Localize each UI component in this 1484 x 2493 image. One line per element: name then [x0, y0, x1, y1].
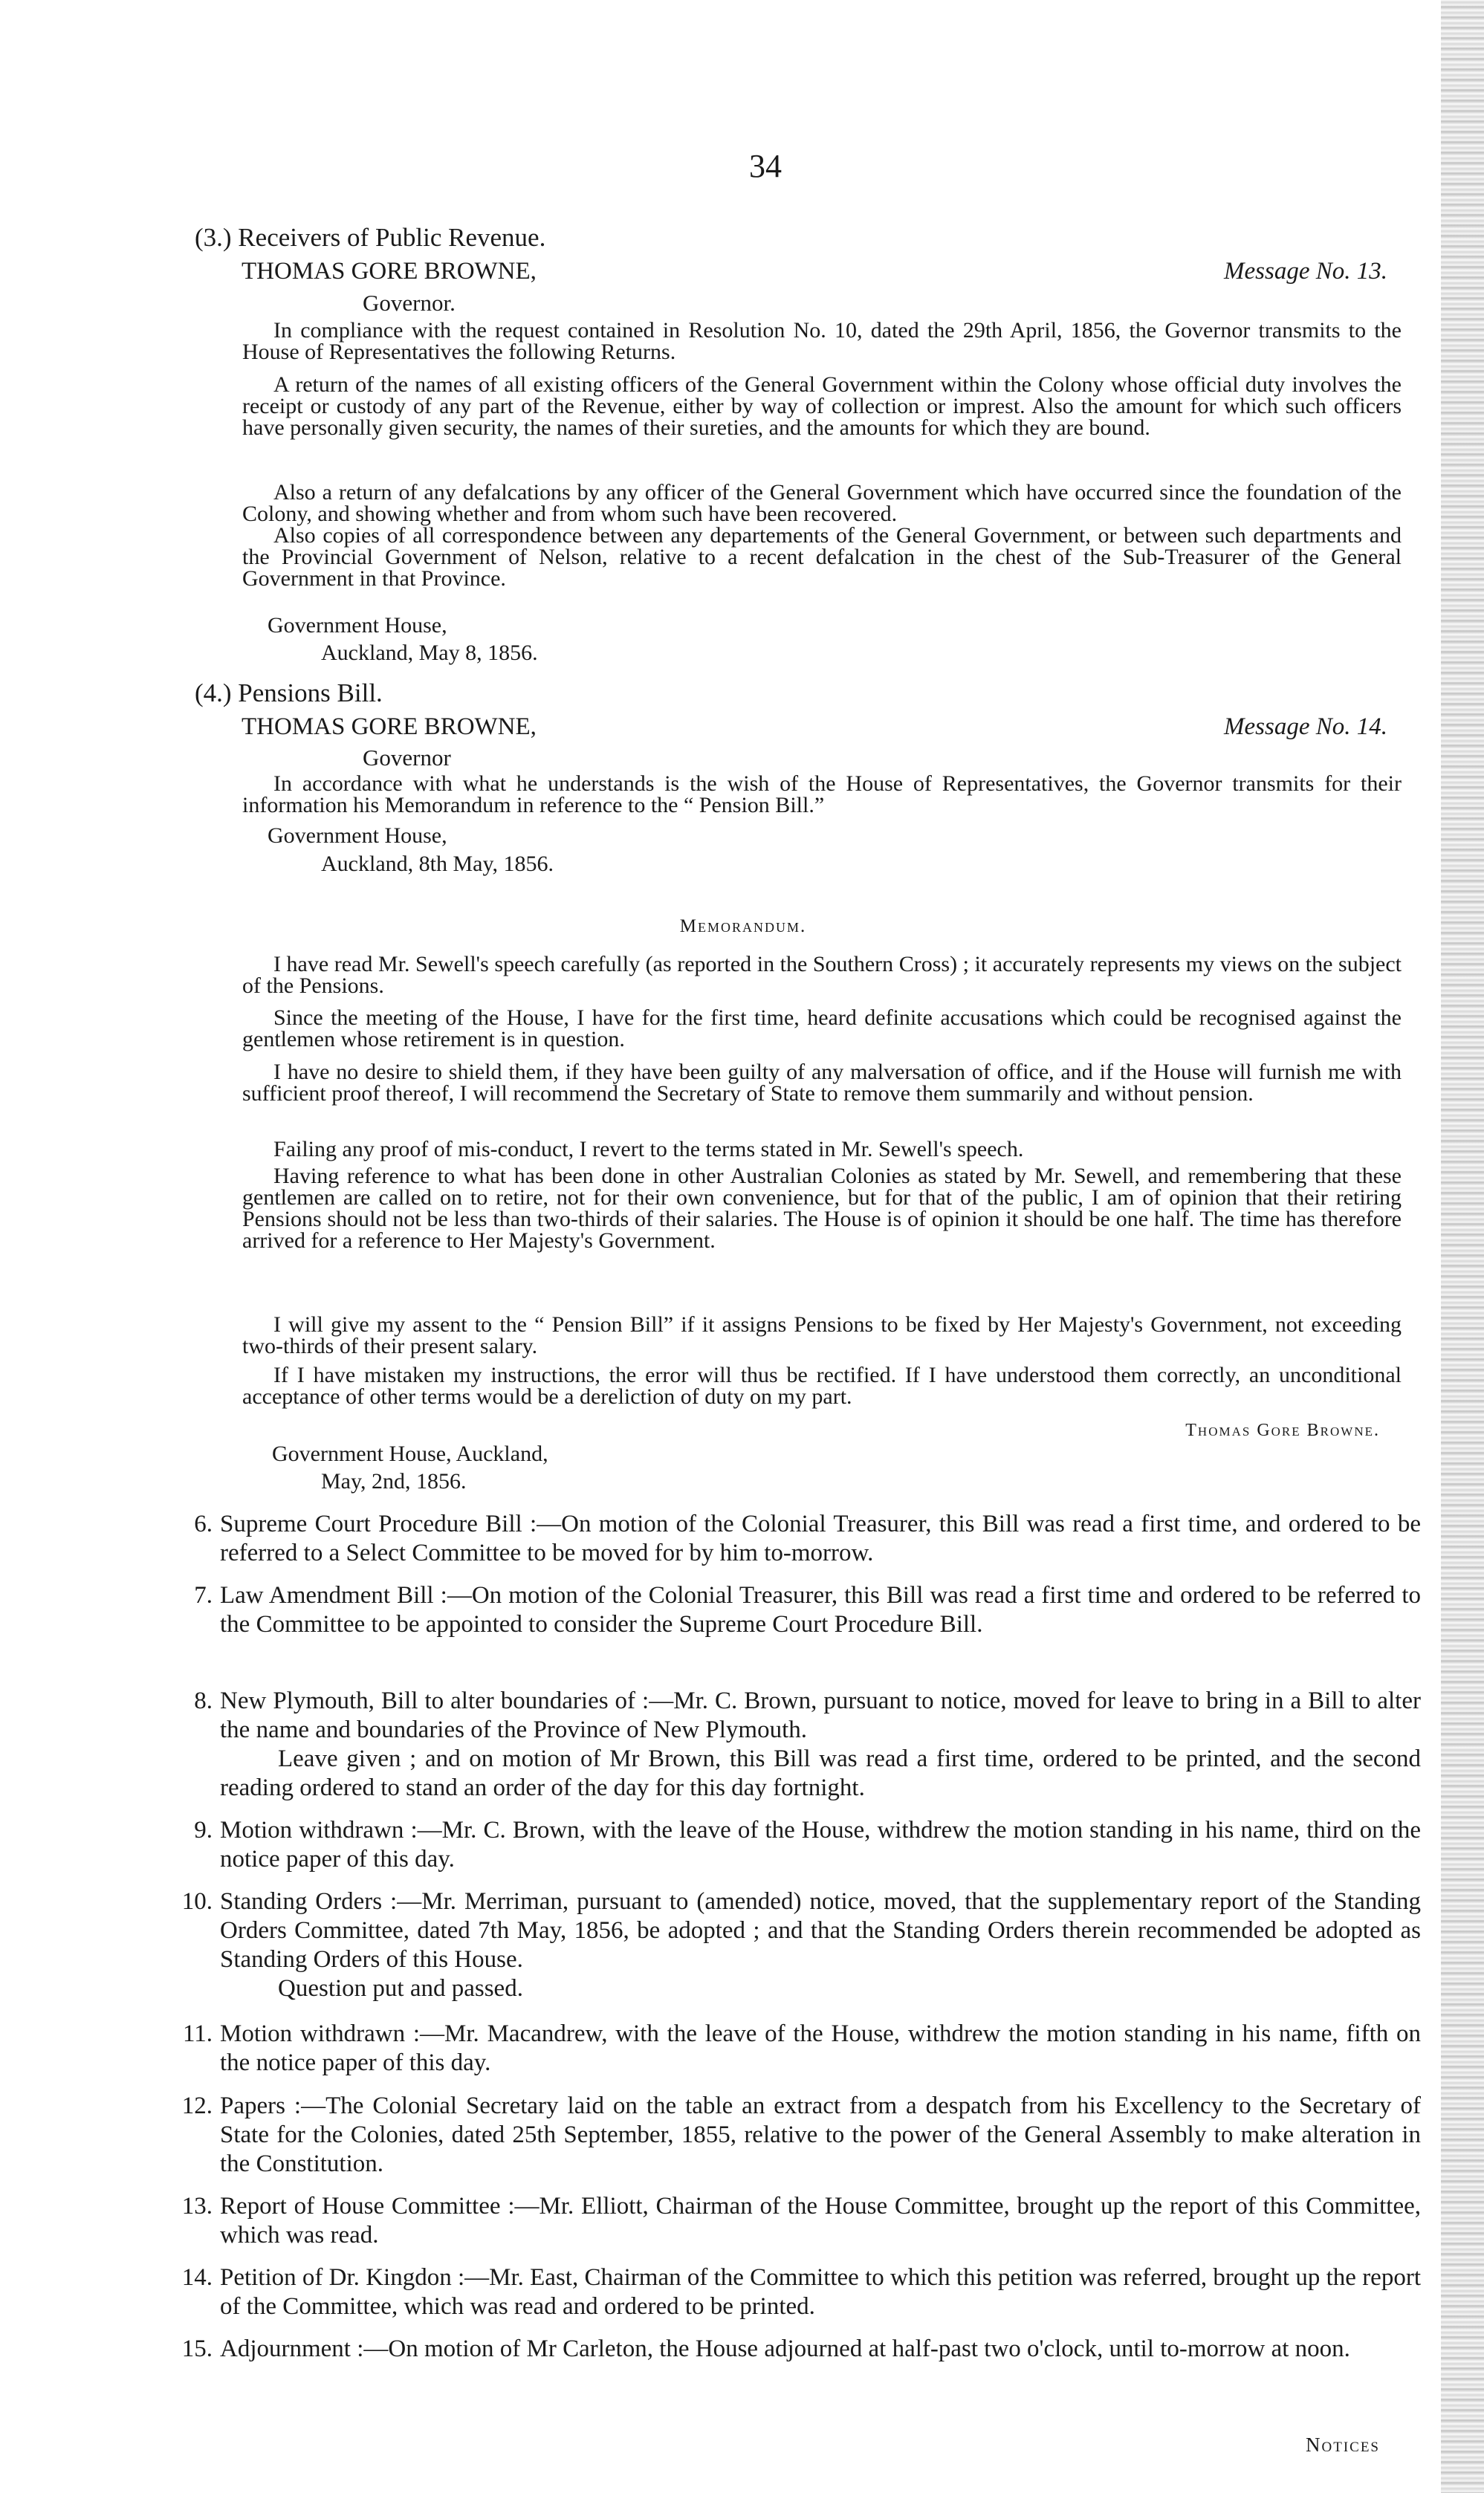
memorandum-paragraph-5: Having reference to what has been done in other Australian Colonies as stated by Mr. Sewell, and remembering that these gentlemen are called on to retire, not for their own convenience, but for that of the public, I am of opinion that their retiring Pensions should not be less than two-thirds of their salaries. The House is of opinion it should be one half. The time has therefore arrived for a reference to Her Majesty's Government. [242, 1164, 1402, 1253]
memorandum-paragraph-1: I have read Mr. Sewell's speech carefully (as reported in the Southern Cross) ; it accurately represents my views on the subject of the Pensions. [242, 952, 1402, 998]
memorandum-place: Government House, Auckland, [272, 1442, 548, 1466]
item-text [220, 1510, 1421, 1568]
memorandum-signature: Thomas Gore Browne. [1185, 1421, 1380, 1440]
item-number: 8. [194, 1688, 213, 1714]
section-3-paragraph-1: In compliance with the request contained in Resolution No. 10, dated the 29th April, 1856, the Governor transmits to the House of Representatives the following Returns. [242, 318, 1402, 364]
proceeding-item [172, 1816, 1421, 1874]
section-4-role: Governor [363, 745, 451, 771]
item-body: —Mr. Merriman, pursuant to (amended) notice, moved, that the supplementary report of the Standing Orders Committee, dated 7th May, 1856, be adopted ; and that the Standing Orders therein recommended be adopted as Standing Orders of this House. [220, 1888, 1422, 1973]
item-heading: Papers : [220, 2092, 302, 2119]
memorandum-paragraph-2: Since the meeting of the House, I have for the first time, heard definite accusations which could be recognised against the gentlemen whose retirement is in question. [242, 1005, 1402, 1051]
proceeding-item [172, 2020, 1421, 2078]
item-heading: Adjournment : [220, 2335, 364, 2362]
section-4-header [242, 713, 1387, 745]
item-heading: New Plymouth, Bill to alter boundaries of : [220, 1688, 649, 1714]
item-text [220, 2092, 1421, 2179]
item-number: 7. [194, 1582, 213, 1609]
item-heading: Law Amendment Bill : [220, 1582, 447, 1609]
section-3-paragraph-2: A return of the names of all existing officers of the General Government within the Colony whose official duty involves the receipt or custody of any part of the Revenue, either by way of collection or imprest. Also the amount for which such officers have personally given security, the names of their sureties, and the amounts for which they are bound. [242, 372, 1402, 440]
item-number: 12. [181, 2092, 213, 2119]
section-3-place: Government House, [268, 613, 447, 638]
item-number: 9. [194, 1817, 213, 1844]
memorandum-title: Memorandum. [679, 916, 807, 936]
item-heading: Motion withdrawn : [220, 1817, 418, 1844]
memorandum-date: May, 2nd, 1856. [321, 1469, 467, 1494]
section-3-message-number: Message No. 13. [1224, 258, 1387, 285]
item-body: —On motion of Mr Carleton, the House adjourned at half-past two o'clock, until to-morrow at noon. [363, 2335, 1350, 2362]
item-extra: Leave given ; and on motion of Mr Brown, this Bill was read a first time, ordered to be printed, and the second reading ordered to stand an order of the day for this day fortnight. [220, 1745, 1421, 1801]
section-4-paragraph: In accordance with what he understands is the wish of the House of Representatives, the Governor transmits for their information his Memorandum in reference to the “ Pension Bill.” [242, 771, 1402, 817]
proceeding-item [172, 2192, 1421, 2250]
item-extra: Question put and passed. [278, 1975, 523, 2002]
item-number: 11. [182, 2020, 213, 2047]
proceeding-item [172, 1510, 1421, 1568]
proceeding-item [172, 2263, 1421, 2321]
item-number: 6. [194, 1511, 213, 1537]
section-3-paragraph-3: Also a return of any defalcations by any officer of the General Government which have occurred since the foundation of the Colony, and showing whether and from whom such have been recovered. [242, 480, 1402, 526]
item-body: —The Colonial Secretary laid on the table an extract from a despatch from his Excellency to the Secretary of State for the Colonies, dated 25th September, 1855, relative to the power of the General Assembly to make alteration in the Constitution. [220, 2092, 1421, 2177]
item-number: 13. [181, 2193, 213, 2220]
item-body: —Mr. Macandrew, with the leave of the House, withdrew the motion standing in his name, fifth on the notice paper of this day. [220, 2020, 1422, 2076]
section-3-heading: (3.) Receivers of Public Revenue. [195, 223, 546, 252]
item-text [220, 1687, 1421, 1745]
item-heading: Motion withdrawn : [220, 2020, 421, 2047]
item-heading: Supreme Court Procedure Bill : [220, 1511, 537, 1537]
item-text [220, 1816, 1421, 1874]
item-heading: Report of House Committee : [220, 2193, 515, 2220]
section-4-governor-name: THOMAS GORE BROWNE, [242, 713, 537, 740]
item-number: 14. [181, 2264, 213, 2291]
section-3-role: Governor. [363, 290, 456, 316]
section-3-paragraph-4: Also copies of all correspondence between any departements of the General Government, or between such departments and the Provincial Government of Nelson, relative to a recent defalcation in the chest of the Sub-Treasurer of the General Government in that Province. [242, 523, 1402, 591]
item-heading: Petition of Dr. Kingdon : [220, 2264, 465, 2291]
proceeding-item [172, 1687, 1421, 1803]
item-heading: Standing Orders : [220, 1888, 398, 1915]
memorandum-paragraph-4: Failing any proof of mis-conduct, I revert to the terms stated in Mr. Sewell's speech. [273, 1137, 1024, 1161]
memorandum-paragraph-6: I will give my assent to the “ Pension Bill” if it assigns Pensions to be fixed by Her Majesty's Government, not exceeding two-thirds of their present salary. [242, 1312, 1402, 1358]
section-3-governor-name: THOMAS GORE BROWNE, [242, 258, 537, 285]
item-body: —Mr. C. Brown, with the leave of the House, withdrew the motion standing in his name, third on the notice paper of this day. [220, 1817, 1422, 1873]
item-text [220, 1887, 1421, 1974]
memorandum-paragraph-7: If I have mistaken my instructions, the error will thus be rectified. If I have understood them correctly, an unconditional acceptance of other terms would be a dereliction of duty on my part. [242, 1363, 1402, 1409]
proceeding-item [172, 1581, 1421, 1639]
page-number: 34 [749, 148, 782, 184]
item-text [220, 2263, 1421, 2321]
item-body: —Mr. East, Chairman of the Committee to which this petition was referred, brought up the report of the Committee, which was read and ordered to be printed. [220, 2264, 1421, 2320]
memorandum-paragraph-3: I have no desire to shield them, if they have been guilty of any malversation of office, and if the House will furnish me with sufficient proof thereof, I will recommend the Secretary of State to remove them summarily and without pension. [242, 1060, 1402, 1106]
item-body: —Mr. C. Brown, pursuant to notice, moved for leave to bring in a Bill to alter the name and boundaries of the Province of New Plymouth. [220, 1688, 1421, 1743]
section-3-header [242, 258, 1387, 289]
catchword: Notices [1306, 2434, 1380, 2456]
section-4-date: Auckland, 8th May, 1856. [321, 852, 554, 876]
item-body: —On motion of the Colonial Treasurer, this Bill was read a first time, and ordered to be referred to a Select Committee to be moved for by him to-morrow. [220, 1511, 1421, 1566]
item-text [220, 2335, 1421, 2364]
proceeding-item [172, 2335, 1421, 2364]
section-4-heading: (4.) Pensions Bill. [195, 678, 383, 707]
item-body: —On motion of the Colonial Treasurer, this Bill was read a first time and ordered to be referred to the Committee to be appointed to consider the Supreme Court Procedure Bill. [220, 1582, 1421, 1638]
section-3-date: Auckland, May 8, 1856. [321, 641, 538, 665]
item-body: —Mr. Elliott, Chairman of the House Committee, brought up the report of this Committee, which was read. [220, 2193, 1421, 2249]
item-text [220, 2020, 1421, 2078]
proceeding-item [172, 2092, 1421, 2179]
item-number: 15. [181, 2335, 213, 2362]
item-number: 10. [181, 1888, 213, 1915]
proceeding-item [172, 1887, 1421, 2003]
section-4-place: Government House, [268, 823, 447, 848]
item-text [220, 2192, 1421, 2250]
section-4-message-number: Message No. 14. [1224, 713, 1387, 740]
item-text [220, 1581, 1421, 1639]
